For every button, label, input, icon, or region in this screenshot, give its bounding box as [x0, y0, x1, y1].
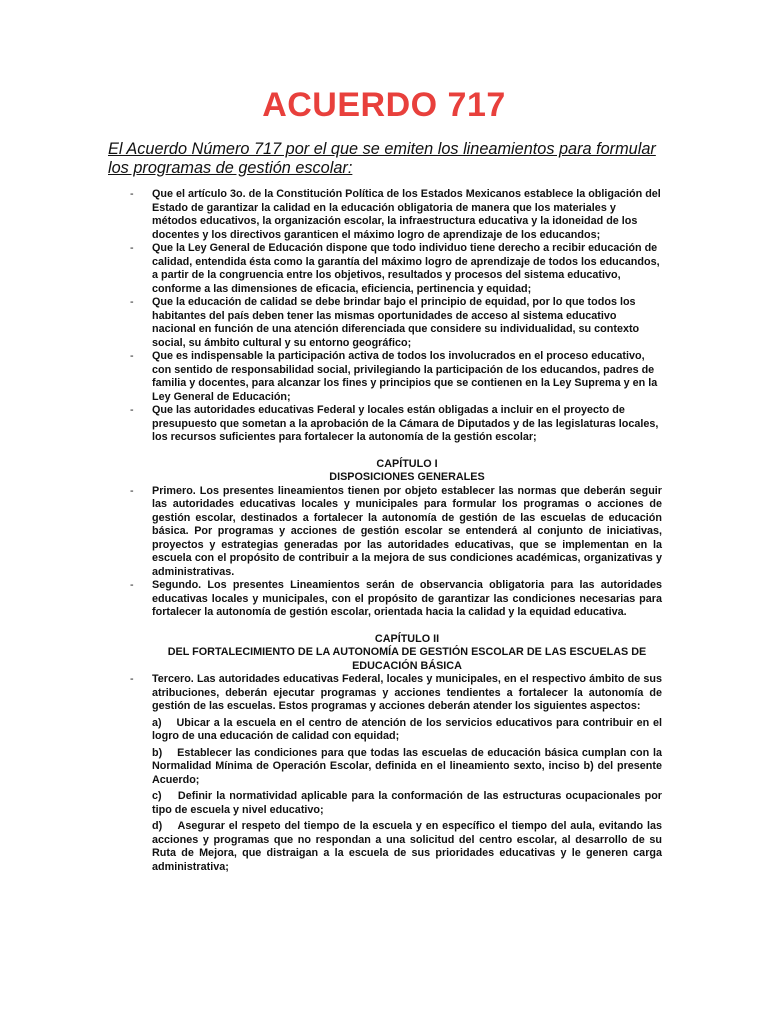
article-tercero: - Tercero. Las autoridades educativas Federal, locales y municipales, en el respectivo ámbito de sus atribuciones, deberán ejecutar programas y acciones tendientes a fortalecer la autonomía de gestión de las escuelas. Estos programas y acciones deberán atender los siguientes aspectos: — [152, 673, 662, 714]
considerando-item: - Que la educación de calidad se debe brindar bajo el principio de equidad, por lo que todos los habitantes del país deben tener las mismas oportunidades de acceso al sistema educativo nacional en función de una atención diferenciada que considere su individualidad, su contexto social, su ámbito cultural y su entorno geográfico; — [152, 296, 662, 350]
chapter-1-name: DISPOSICIONES GENERALES — [329, 471, 485, 483]
considerando-item: - Que es indispensable la participación activa de todos los involucrados en el proceso educativo, con sentido de responsabilidad social, privilegiando la participación de los educandos, padres de familia y docentes, para alcanzar los fines y principios que se contienen en la Ley Suprema y en la Ley General de Educación; — [152, 350, 662, 404]
inciso-c: c) Definir la normatividad aplicable para la conformación de las estructuras ocupacionales por tipo de escuela y nivel educativo; — [152, 790, 662, 816]
chapter-2-name: DEL FORTALECIMIENTO DE LA AUTONOMÍA DE GESTIÓN ESCOLAR DE LAS ESCUELAS DE EDUCACIÓN BÁSICA — [167, 646, 647, 672]
chapter-2-label: CAPÍTULO II — [374, 632, 440, 645]
document-body — [152, 188, 662, 874]
considerando-item: - Que la Ley General de Educación dispone que todo individuo tiene derecho a recibir educación de calidad, entendida ésta como la garantía del máximo logro de aprendizaje de todos los educandos, a partir de la congruencia entre los objetivos, resultados y procesos del sistema educativo, conforme a las dimensiones de eficacia, eficiencia, pertinencia y equidad; — [152, 242, 662, 296]
article-primero: - Primero. Los presentes lineamientos tienen por objeto establecer las normas que deberán seguir las autoridades educativas locales y municipales para formular los programas o acciones de gestión escolar, destinados a fortalecer la autonomía de gestión de las escuelas de educación básica. Por programas y acciones de gestión escolar se entenderá al conjunto de iniciativas, proyectos y estrategias generadas por las autoridades educativas, que se implementan en la escuela con el propósito de contribuir a la mejora de sus condiciones académicas, organizativas y administrativas. — [152, 485, 662, 580]
chapter-1-label: CAPÍTULO I — [376, 457, 438, 470]
inciso-d: d) Asegurar el respeto del tiempo de la escuela y en específico el tiempo del aula, evitando las acciones y programas que no respondan a una solicitud del centro escolar, al desarrollo de su Ruta de Mejora, que distraigan a la escuela de sus prioridades educativas y le generen carga administrativa; — [152, 820, 662, 873]
document-title: ACUERDO 717 — [262, 86, 506, 124]
considerando-item: - Que el artículo 3o. de la Constitución Política de los Estados Mexicanos establece la obligación del Estado de garantizar la calidad en la educación obligatoria de manera que los materiales y métodos educativos, la organización escolar, la infraestructura educativa y la idoneidad de los docentes y los directivos garanticen el máximo logro de aprendizaje de los educandos; — [152, 188, 662, 242]
document-subtitle: El Acuerdo Número 717 por el que se emiten los lineamientos para formular los programas de gestión escolar: — [108, 140, 656, 177]
considerando-item: - Que las autoridades educativas Federal y locales están obligadas a incluir en el proyecto de presupuesto que sometan a la aprobación de la Cámara de Diputados y de las legislaturas locales, los recursos suficientes para fortalecer la autonomía de la gestión escolar; — [152, 404, 662, 445]
inciso-a: a) Ubicar a la escuela en el centro de atención de los servicios educativos para contribuir en el logro de una educación de calidad con equidad; — [152, 716, 662, 742]
inciso-b: b) Establecer las condiciones para que todas las escuelas de educación básica cumplan con la Normalidad Mínima de Operación Escolar, definida en el lineamiento sexto, inciso b) del presente Acuerdo; — [152, 746, 662, 786]
article-segundo: - Segundo. Los presentes Lineamientos serán de observancia obligatoria para las autoridades educativas locales y municipales, con el propósito de garantizar las condiciones necesarias para fortalecer la autonomía de gestión escolar, orientada hacia la calidad y la equidad educativa. — [152, 579, 662, 620]
